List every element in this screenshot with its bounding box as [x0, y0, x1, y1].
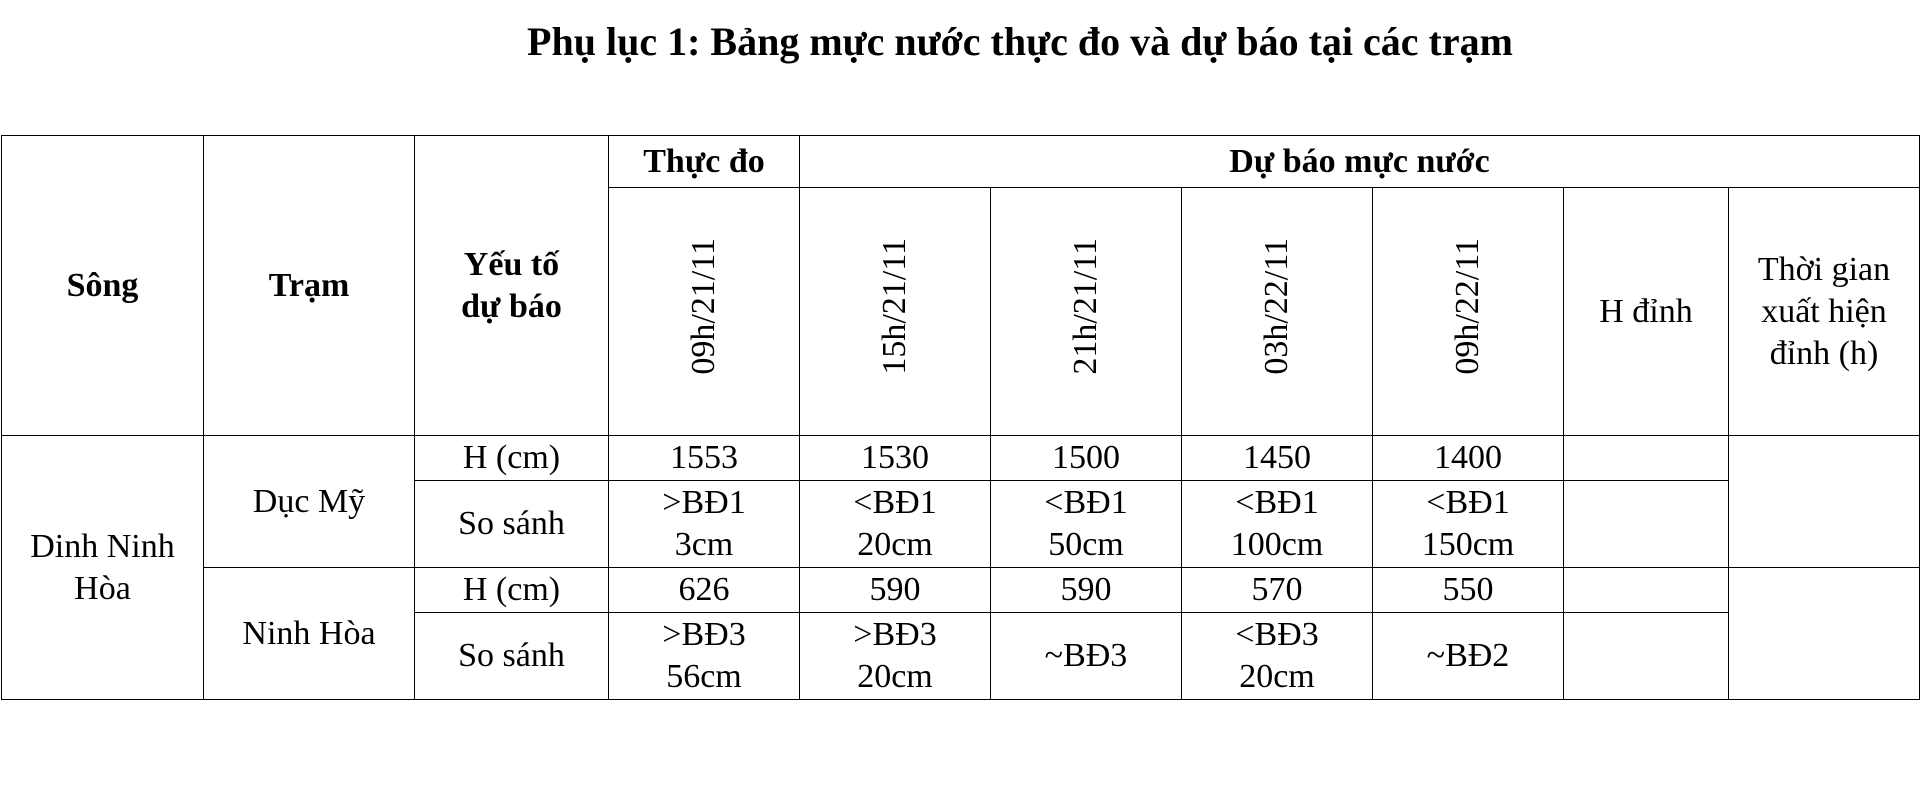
- value-cell: 550: [1373, 568, 1564, 613]
- station-name: Ninh Hòa: [204, 568, 415, 700]
- compare-cell: [800, 613, 991, 700]
- compare-level: >BĐ3: [853, 616, 937, 653]
- compare-diff: 20cm: [1239, 658, 1315, 695]
- peak-time-cell: [1729, 568, 1920, 700]
- header-peak-time-label: Thời gian xuất hiện đỉnh (h): [1757, 250, 1891, 372]
- header-forecast-time-1: [800, 188, 991, 436]
- compare-level: <BĐ1: [1044, 484, 1128, 521]
- compare-cell: [1182, 613, 1373, 700]
- header-factor: [415, 136, 609, 436]
- peak-time-cell: [1729, 436, 1920, 568]
- compare-diff: 50cm: [1048, 526, 1124, 563]
- header-forecast-time-3: [1182, 188, 1373, 436]
- value-cell: 1450: [1182, 436, 1373, 481]
- value-cell: 590: [991, 568, 1182, 613]
- header-forecast-time-4: [1373, 188, 1564, 436]
- water-level-table: [1, 135, 1920, 700]
- compare-cell: [800, 481, 991, 568]
- page-title: Phụ lục 1: Bảng mực nước thực đo và dự báo tại các trạm: [527, 19, 1513, 64]
- compare-level: <BĐ1: [1235, 484, 1319, 521]
- compare-cell: [991, 481, 1182, 568]
- header-observed: Thực đo: [609, 136, 800, 188]
- compare-cell: [609, 481, 800, 568]
- header-row-1: [2, 136, 1920, 188]
- value-cell: 1553: [609, 436, 800, 481]
- compare-diff: 100cm: [1230, 526, 1324, 563]
- header-river: Sông: [2, 136, 204, 436]
- factor-label: So sánh: [415, 613, 609, 700]
- compare-diff: 150cm: [1421, 526, 1515, 563]
- compare-diff: 56cm: [666, 658, 742, 695]
- header-peak-time: [1729, 188, 1920, 436]
- factor-label: So sánh: [415, 481, 609, 568]
- compare-cell: [1373, 481, 1564, 568]
- compare-level: ~BĐ2: [1426, 637, 1510, 674]
- river-name: Dinh Ninh Hòa: [30, 527, 175, 607]
- forecast-time-label: 15h/21/11: [876, 237, 913, 375]
- compare-level: <BĐ3: [1235, 616, 1319, 653]
- table-row: [2, 436, 1920, 481]
- factor-label: H (cm): [415, 436, 609, 481]
- compare-cell: [1182, 481, 1373, 568]
- compare-level: >BĐ1: [662, 484, 746, 521]
- value-cell: 1400: [1373, 436, 1564, 481]
- observed-time-label: 09h/21/11: [685, 237, 722, 375]
- compare-cell: [609, 613, 800, 700]
- factor-label: H (cm): [415, 568, 609, 613]
- header-peak: H đỉnh: [1564, 188, 1729, 436]
- header-station: Trạm: [204, 136, 415, 436]
- value-cell: 590: [800, 568, 991, 613]
- header-forecast: Dự báo mực nước: [800, 136, 1920, 188]
- compare-cell: [1373, 613, 1564, 700]
- forecast-time-label: 09h/22/11: [1449, 237, 1486, 375]
- forecast-time-label: 03h/22/11: [1258, 237, 1295, 375]
- compare-cell: [991, 613, 1182, 700]
- value-cell: 626: [609, 568, 800, 613]
- forecast-time-label: 21h/21/11: [1067, 237, 1104, 375]
- value-cell: 570: [1182, 568, 1373, 613]
- header-observed-time: [609, 188, 800, 436]
- header-factor-label: Yếu tố dự báo: [461, 245, 562, 325]
- peak-cell: [1564, 568, 1729, 613]
- compare-level: >BĐ3: [662, 616, 746, 653]
- header-forecast-time-2: [991, 188, 1182, 436]
- value-cell: 1530: [800, 436, 991, 481]
- river-name-cell: [2, 436, 204, 700]
- peak-cell: [1564, 481, 1729, 568]
- compare-level: ~BĐ3: [1044, 637, 1128, 674]
- compare-level: <BĐ1: [853, 484, 937, 521]
- compare-level: <BĐ1: [1426, 484, 1510, 521]
- compare-diff: 20cm: [857, 526, 933, 563]
- value-cell: 1500: [991, 436, 1182, 481]
- peak-cell: [1564, 613, 1729, 700]
- table-row: [2, 568, 1920, 613]
- station-name: Dục Mỹ: [204, 436, 415, 568]
- compare-diff: 3cm: [674, 526, 734, 563]
- peak-cell: [1564, 436, 1729, 481]
- compare-diff: 20cm: [857, 658, 933, 695]
